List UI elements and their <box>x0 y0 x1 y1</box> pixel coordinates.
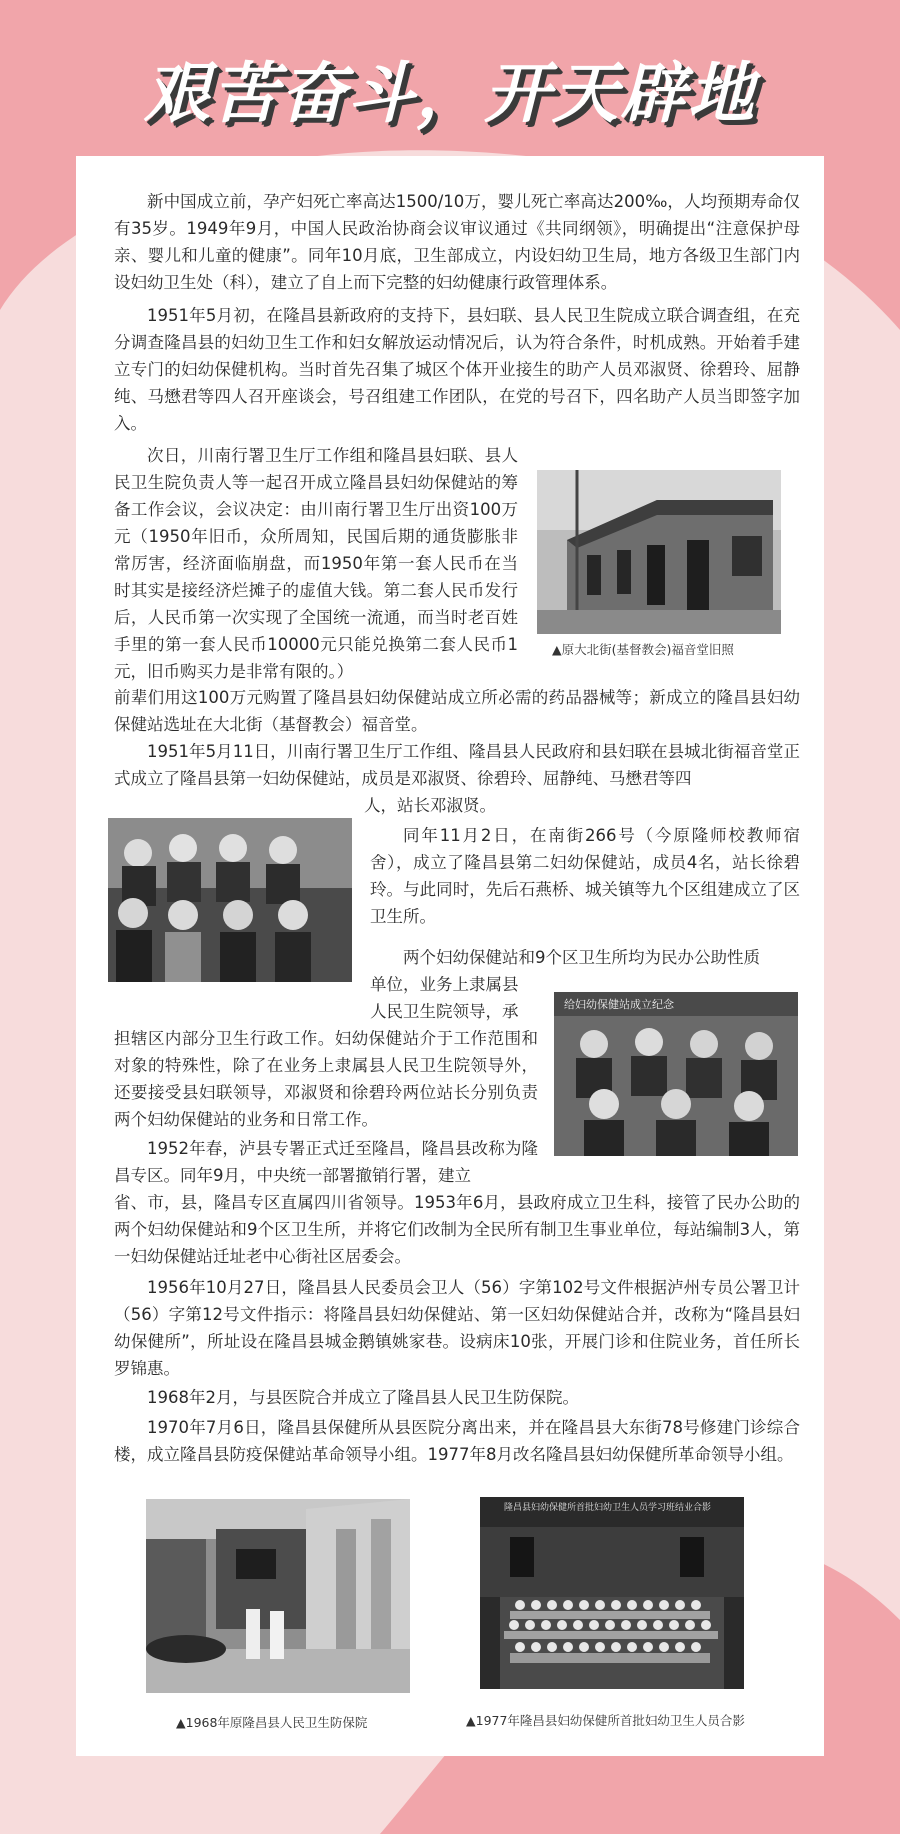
paragraph-7: 1952年春，泸县专署正式迁至隆昌，隆昌县改称为隆昌专区。同年9月，中央统一部署撤销行署，建立 <box>114 1139 538 1185</box>
group-1977-photo <box>480 1497 744 1689</box>
women-group-photo <box>108 818 352 982</box>
paragraph-5: 同年11月2日，在南街266号（今原隆师校教师宿舍），成立了隆昌县第二妇幼保健站，成员4名，站长徐碧玲。与此同时，先后石燕桥、城关镇等九个区组建成立了区卫生所。 <box>370 826 800 926</box>
paragraph-10: 1970年7月6日，隆昌县保健所从县医院分离出来，并在隆昌县大东街78号修建门诊综合楼，成立隆昌县防疫保健站革命领导小组。1977年8月改名隆昌县妇幼保健所革命领导小组。 <box>114 1418 800 1464</box>
church-photo-caption: ▲原大北街(基督教会)福音堂旧照 <box>552 642 734 657</box>
founding-photo-inscription: 给妇幼保健站成立纪念 <box>564 998 674 1011</box>
paragraph-6: 两个妇幼保健站和9个区卫生所均为民办公助性质 <box>403 948 760 967</box>
hospital-1968-caption: ▲1968年原隆昌县人民卫生防保院 <box>176 1715 368 1730</box>
health-station-founding-photo <box>554 992 798 1156</box>
paragraph-6-line-3: 人民卫生院领导，承 <box>370 1002 519 1021</box>
paragraph-4: 1951年5月11日，川南行署卫生厅工作组、隆昌县人民政府和县妇联在县城北街福音堂正式成立了隆昌县第一妇幼保健站，成员是邓淑贤、徐碧玲、屈静纯、马懋君等四 <box>114 742 800 788</box>
paragraph-3: 次日，川南行署卫生厅工作组和隆昌县妇联、县人民卫生院负责人等一起召开成立隆昌县妇幼保健站的筹备工作会议，会议决定：由川南行署卫生厅出资100万元（1950年旧币，众所周知，民国后期的通货膨胀非常厉害，经济面临崩盘，而1950年第一套人民币在当时其实是接经济烂摊子的虚值大钱。第二套人民币发行后，人民币第一次实现了全国统一流通，而当时老百姓手里的第一套人民币10000元只能兑换第二套人民币1元，旧币购买力是非常有限的。） <box>114 446 518 681</box>
paragraph-6-continued: 担辖区内部分卫生行政工作。妇幼保健站介于工作范围和对象的特殊性，除了在业务上隶属县人民卫生院领导外，还要接受县妇联领导，邓淑贤和徐碧玲两位站长分别负责两个妇幼保健站的业务和日常工作。 <box>114 1029 538 1129</box>
paragraph-7-continued: 省、市，县，隆昌专区直属四川省领导。1953年6月，县政府成立卫生科，接管了民办公助的两个妇幼保健站和9个区卫生所，并将它们改制为全民所有制卫生事业单位，每站编制3人，第一妇幼保健站迁址老中心街社区居委会。 <box>114 1193 800 1266</box>
paragraph-4-tail: 人，站长邓淑贤。 <box>364 796 496 815</box>
group-1977-inscription: 隆昌县妇幼保健所首批妇幼卫生人员学习班结业合影 <box>504 1503 712 1513</box>
paragraph-8: 1956年10月27日，隆昌县人民委员会卫人（56）字第102号文件根据泸州专员公署卫计（56）字第12号文件指示：将隆昌县妇幼保健站、第一区妇幼保健站合并，改称为“隆昌县妇幼保健所”，所址设在隆昌县城金鹅镇姚家巷。设病床10张，开展门诊和住院业务，首任所长罗锦惠。 <box>114 1278 800 1378</box>
paragraph-6-line-2: 单位，业务上隶属县 <box>370 975 519 994</box>
page-title: 艰苦奋斗，开天辟地 <box>144 55 756 132</box>
paragraph-2: 1951年5月初，在隆昌县新政府的支持下，县妇联、县人民卫生院成立联合调查组，在充分调查隆昌县的妇幼卫生工作和妇女解放运动情况后，认为符合条件，时机成熟。开始着手建立专门的妇幼保健机构。当时首先召集了城区个体开业接生的助产人员邓淑贤、徐碧玲、屈静纯、马懋君等四人召开座谈会，号召组建工作团队，在党的号召下，四名助产人员当即签字加入。 <box>114 306 800 433</box>
group-1977-caption: ▲1977年隆昌县妇幼保健所首批妇幼卫生人员合影 <box>466 1713 745 1728</box>
paragraph-3-continued: 前辈们用这100万元购置了隆昌县妇幼保健站成立所必需的药品器械等；新成立的隆昌县妇幼保健站选址在大北街（基督教会）福音堂。 <box>114 688 800 734</box>
paragraph-9: 1968年2月，与县医院合并成立了隆昌县人民卫生防保院。 <box>147 1388 579 1407</box>
hospital-1968-photo <box>146 1499 410 1693</box>
paragraph-1: 新中国成立前，孕产妇死亡率高达1500/10万，婴儿死亡率高达200‰，人均预期寿命仅有35岁。1949年9月，中国人民政治协商会议审议通过《共同纲领》，明确提出“注意保护母亲、婴儿和儿童的健康”。同年10月底，卫生部成立，内设妇幼卫生局，地方各级卫生部门内设妇幼卫生处（科），建立了自上而下完整的妇幼健康行政管理体系。 <box>114 192 800 292</box>
church-photo <box>537 470 781 634</box>
